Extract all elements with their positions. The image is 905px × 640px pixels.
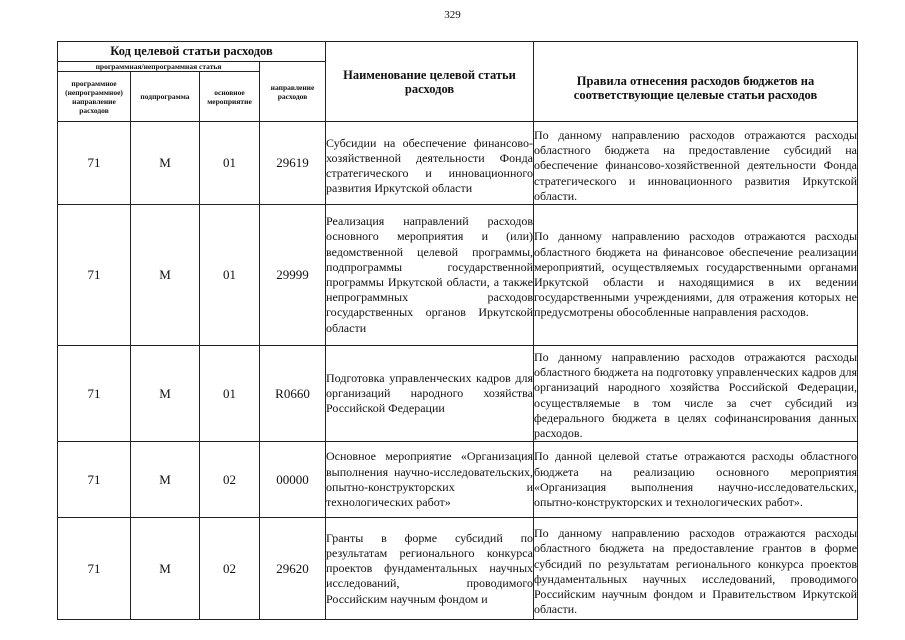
- program-code: 71: [58, 346, 131, 442]
- event-code: 01: [200, 346, 260, 442]
- direction-code: 29619: [260, 122, 326, 205]
- subprogram-code: М: [131, 442, 200, 518]
- program-code: 71: [58, 518, 131, 620]
- table-row: [58, 122, 858, 205]
- subprogram-code: М: [131, 346, 200, 442]
- article-rule: По данной целевой статье отражаются расходы областного бюджета на реализацию основного мероприятия «Организация выполнения научно-исследовательских, опытно-конструкторских и технологических работ».: [534, 442, 858, 518]
- article-rule: По данному направлению расходов отражаются расходы областного бюджета на предоставление субсидий на обеспечение финансово-хозяйственной деятельности Фонда стратегического и инновационного развития Иркутской области.: [534, 122, 858, 205]
- table-row: [58, 442, 858, 518]
- event-code: 02: [200, 442, 260, 518]
- event-code: 01: [200, 205, 260, 346]
- direction-code: 29620: [260, 518, 326, 620]
- expense-direction-header: направление расходов: [260, 62, 326, 122]
- direction-code: 29999: [260, 205, 326, 346]
- article-name: Основное мероприятие «Организация выполнения научно-исследовательских, опытно-конструкторских и технологических работ»: [326, 442, 534, 518]
- article-name: Подготовка управленческих кадров для организаций народного хозяйства Российской Федерации: [326, 346, 534, 442]
- direction-code: R0660: [260, 346, 326, 442]
- main-event-header: основное мероприятие: [200, 72, 260, 122]
- event-code: 01: [200, 122, 260, 205]
- subprogram-header: подпрограмма: [131, 72, 200, 122]
- page-number: 329: [444, 9, 461, 21]
- article-rule: По данному направлению расходов отражаются расходы областного бюджета на финансовое обеспечение реализации мероприятий, осуществляемых государственными органами Иркутской области и находящимися в их ведении государственными учреждениями, для отражения которых не предусмотрены обособленные направления расходов.: [534, 205, 858, 346]
- article-name: Реализация направлений расходов основного мероприятия и (или) ведомственной целевой программы, подпрограммы государственной программы Иркутской области, а также непрограммных расходов государственных органов Иркутской области: [326, 205, 534, 346]
- program-code: 71: [58, 122, 131, 205]
- program-article-header: программная/непрограммная статья: [58, 62, 260, 72]
- name-header: Наименование целевой статьи расходов: [326, 42, 534, 122]
- event-code: 02: [200, 518, 260, 620]
- rules-header: Правила отнесения расходов бюджетов на соответствующие целевые статьи расходов: [534, 42, 858, 122]
- code-header: Код целевой статьи расходов: [58, 42, 326, 62]
- table-row: [58, 518, 858, 620]
- subprogram-code: М: [131, 122, 200, 205]
- program-direction-header: программное (непрограммное) направление расходов: [58, 72, 131, 122]
- table-row: [58, 346, 858, 442]
- program-code: 71: [58, 205, 131, 346]
- article-name: Субсидии на обеспечение финансово-хозяйственной деятельности Фонда стратегического и инновационного развития Иркутской области: [326, 122, 534, 205]
- table-row: [58, 205, 858, 346]
- article-rule: По данному направлению расходов отражаются расходы областного бюджета на предоставление грантов в форме субсидий по результатам регионального конкурса проектов фундаментальных научных исследований, проводимого Российским научным фондом и Правительством Иркутской области.: [534, 518, 858, 620]
- article-name: Гранты в форме субсидий по результатам регионального конкурса проектов фундаментальных научных исследований, проводимого Российским научным фондом и: [326, 518, 534, 620]
- subprogram-code: М: [131, 518, 200, 620]
- direction-code: 00000: [260, 442, 326, 518]
- budget-classification-table: [57, 41, 858, 620]
- subprogram-code: М: [131, 205, 200, 346]
- article-rule: По данному направлению расходов отражаются расходы областного бюджета на подготовку управленческих кадров для организаций народного хозяйства Российской Федерации, осуществляемые в том числе за счет субсидий из федерального бюджета в целях софинансирования данных расходов.: [534, 346, 858, 442]
- program-code: 71: [58, 442, 131, 518]
